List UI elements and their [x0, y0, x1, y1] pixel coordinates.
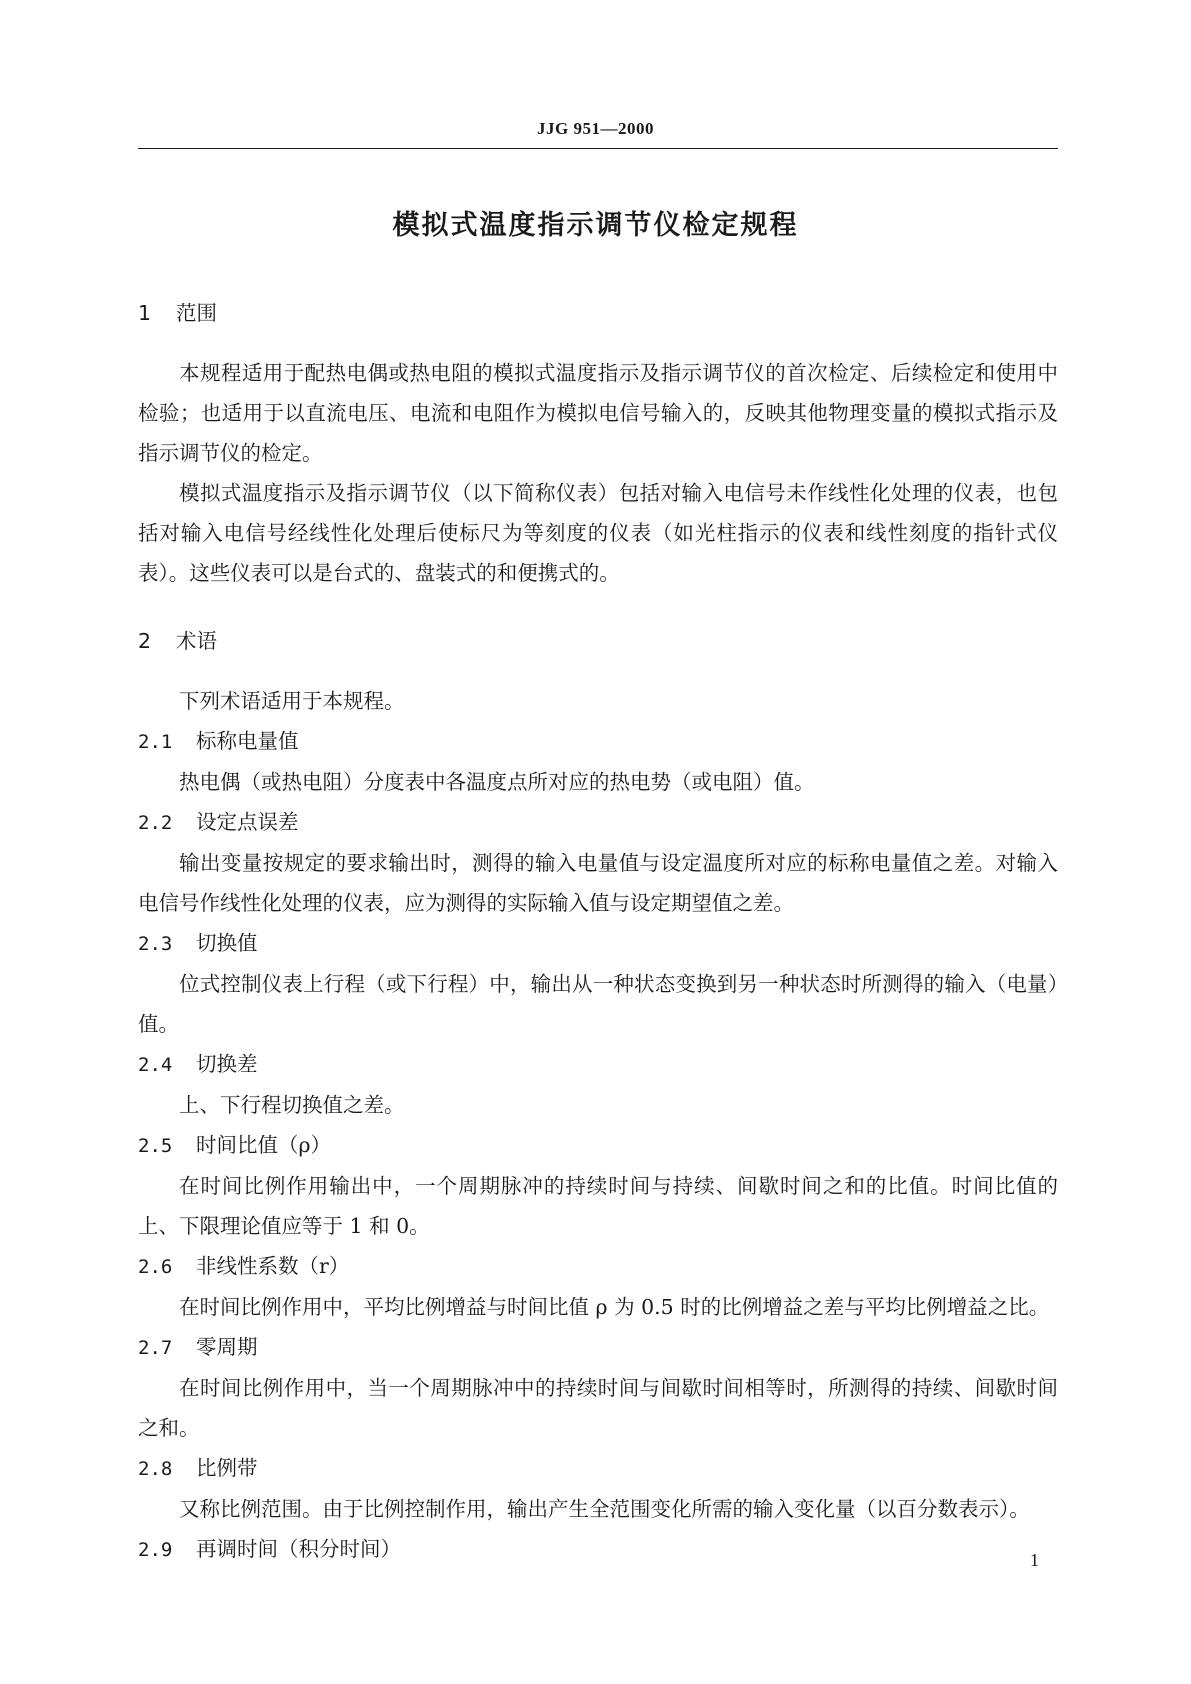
term-heading	[138, 1044, 1058, 1085]
term-definition: 热电偶（或热电阻）分度表中各温度点所对应的热电势（或电阻）值。	[179, 770, 815, 794]
section-heading-scope	[138, 293, 1058, 333]
document-body	[138, 293, 1058, 1570]
term-definition: 输出变量按规定的要求输出时，测得的输入电量值与设定温度所对应的标称电量值之差。对输入电信号作线性化处理的仪表，应为测得的实际输入值与设定期望值之差。	[138, 851, 1058, 915]
section-title: 术语	[176, 629, 217, 653]
term-heading	[138, 1448, 1058, 1489]
term-name: 标称电量值	[196, 729, 299, 753]
section-title: 范围	[176, 301, 217, 325]
term-name: 零周期	[196, 1335, 258, 1359]
term-name: 非线性系数（r）	[196, 1254, 350, 1278]
section-number: 2	[138, 629, 152, 653]
term-heading	[138, 1246, 1058, 1287]
term-heading	[138, 802, 1058, 843]
paragraph: 下列术语适用于本规程。	[179, 689, 405, 713]
term-name: 切换值	[196, 931, 258, 955]
term-name: 再调时间（积分时间）	[196, 1537, 401, 1561]
section-number: 1	[138, 301, 152, 325]
document-code: JJG 951—2000	[537, 119, 654, 138]
section-heading-terms	[138, 621, 1058, 661]
term-definition: 上、下行程切换值之差。	[179, 1093, 405, 1117]
term-definition: 在时间比例作用中，平均比例增益与时间比值 ρ 为 0.5 时的比例增益之差与平均比例增益之比。	[179, 1295, 1050, 1319]
term-number: 2.2	[138, 812, 173, 834]
term-definition: 又称比例范围。由于比例控制作用，输出产生全范围变化所需的输入变化量（以百分数表示）。	[179, 1497, 1030, 1521]
term-heading	[138, 721, 1058, 762]
term-name: 比例带	[196, 1456, 258, 1480]
term-number: 2.6	[138, 1256, 173, 1278]
term-heading	[138, 1327, 1058, 1368]
header-divider	[138, 148, 1058, 149]
term-number: 2.7	[138, 1337, 173, 1359]
term-number: 2.4	[138, 1054, 173, 1076]
term-definition: 在时间比例作用中，当一个周期脉冲中的持续时间与间歇时间相等时，所测得的持续、间歇时间之和。	[138, 1376, 1058, 1440]
page-number: 1	[1030, 1550, 1039, 1570]
term-heading	[138, 1529, 1058, 1570]
term-heading	[138, 1125, 1058, 1166]
term-number: 2.9	[138, 1539, 173, 1561]
term-number: 2.3	[138, 933, 173, 955]
paragraph: 本规程适用于配热电偶或热电阻的模拟式温度指示及指示调节仪的首次检定、后续检定和使用中检验；也适用于以直流电压、电流和电阻作为模拟电信号输入的，反映其他物理变量的模拟式指示及指示调节仪的检定。	[138, 361, 1058, 465]
term-heading	[138, 923, 1058, 964]
term-number: 2.5	[138, 1135, 173, 1157]
term-number: 2.1	[138, 731, 173, 753]
term-number: 2.8	[138, 1458, 173, 1480]
paragraph: 模拟式温度指示及指示调节仪（以下简称仪表）包括对输入电信号未作线性化处理的仪表，也包括对输入电信号经线性化处理后使标尺为等刻度的仪表（如光柱指示的仪表和线性刻度的指针式仪表）。这些仪表可以是台式的、盘装式的和便携式的。	[138, 481, 1058, 585]
page-title: 模拟式温度指示调节仪检定规程	[392, 210, 799, 241]
term-name: 时间比值（ρ）	[196, 1133, 332, 1157]
term-definition: 在时间比例作用输出中，一个周期脉冲的持续时间与持续、间歇时间之和的比值。时间比值的上、下限理论值应等于 1 和 0。	[138, 1174, 1058, 1238]
term-name: 设定点误差	[196, 810, 299, 834]
term-name: 切换差	[196, 1052, 258, 1076]
term-definition: 位式控制仪表上行程（或下行程）中，输出从一种状态变换到另一种状态时所测得的输入（电量）值。	[138, 972, 1058, 1036]
